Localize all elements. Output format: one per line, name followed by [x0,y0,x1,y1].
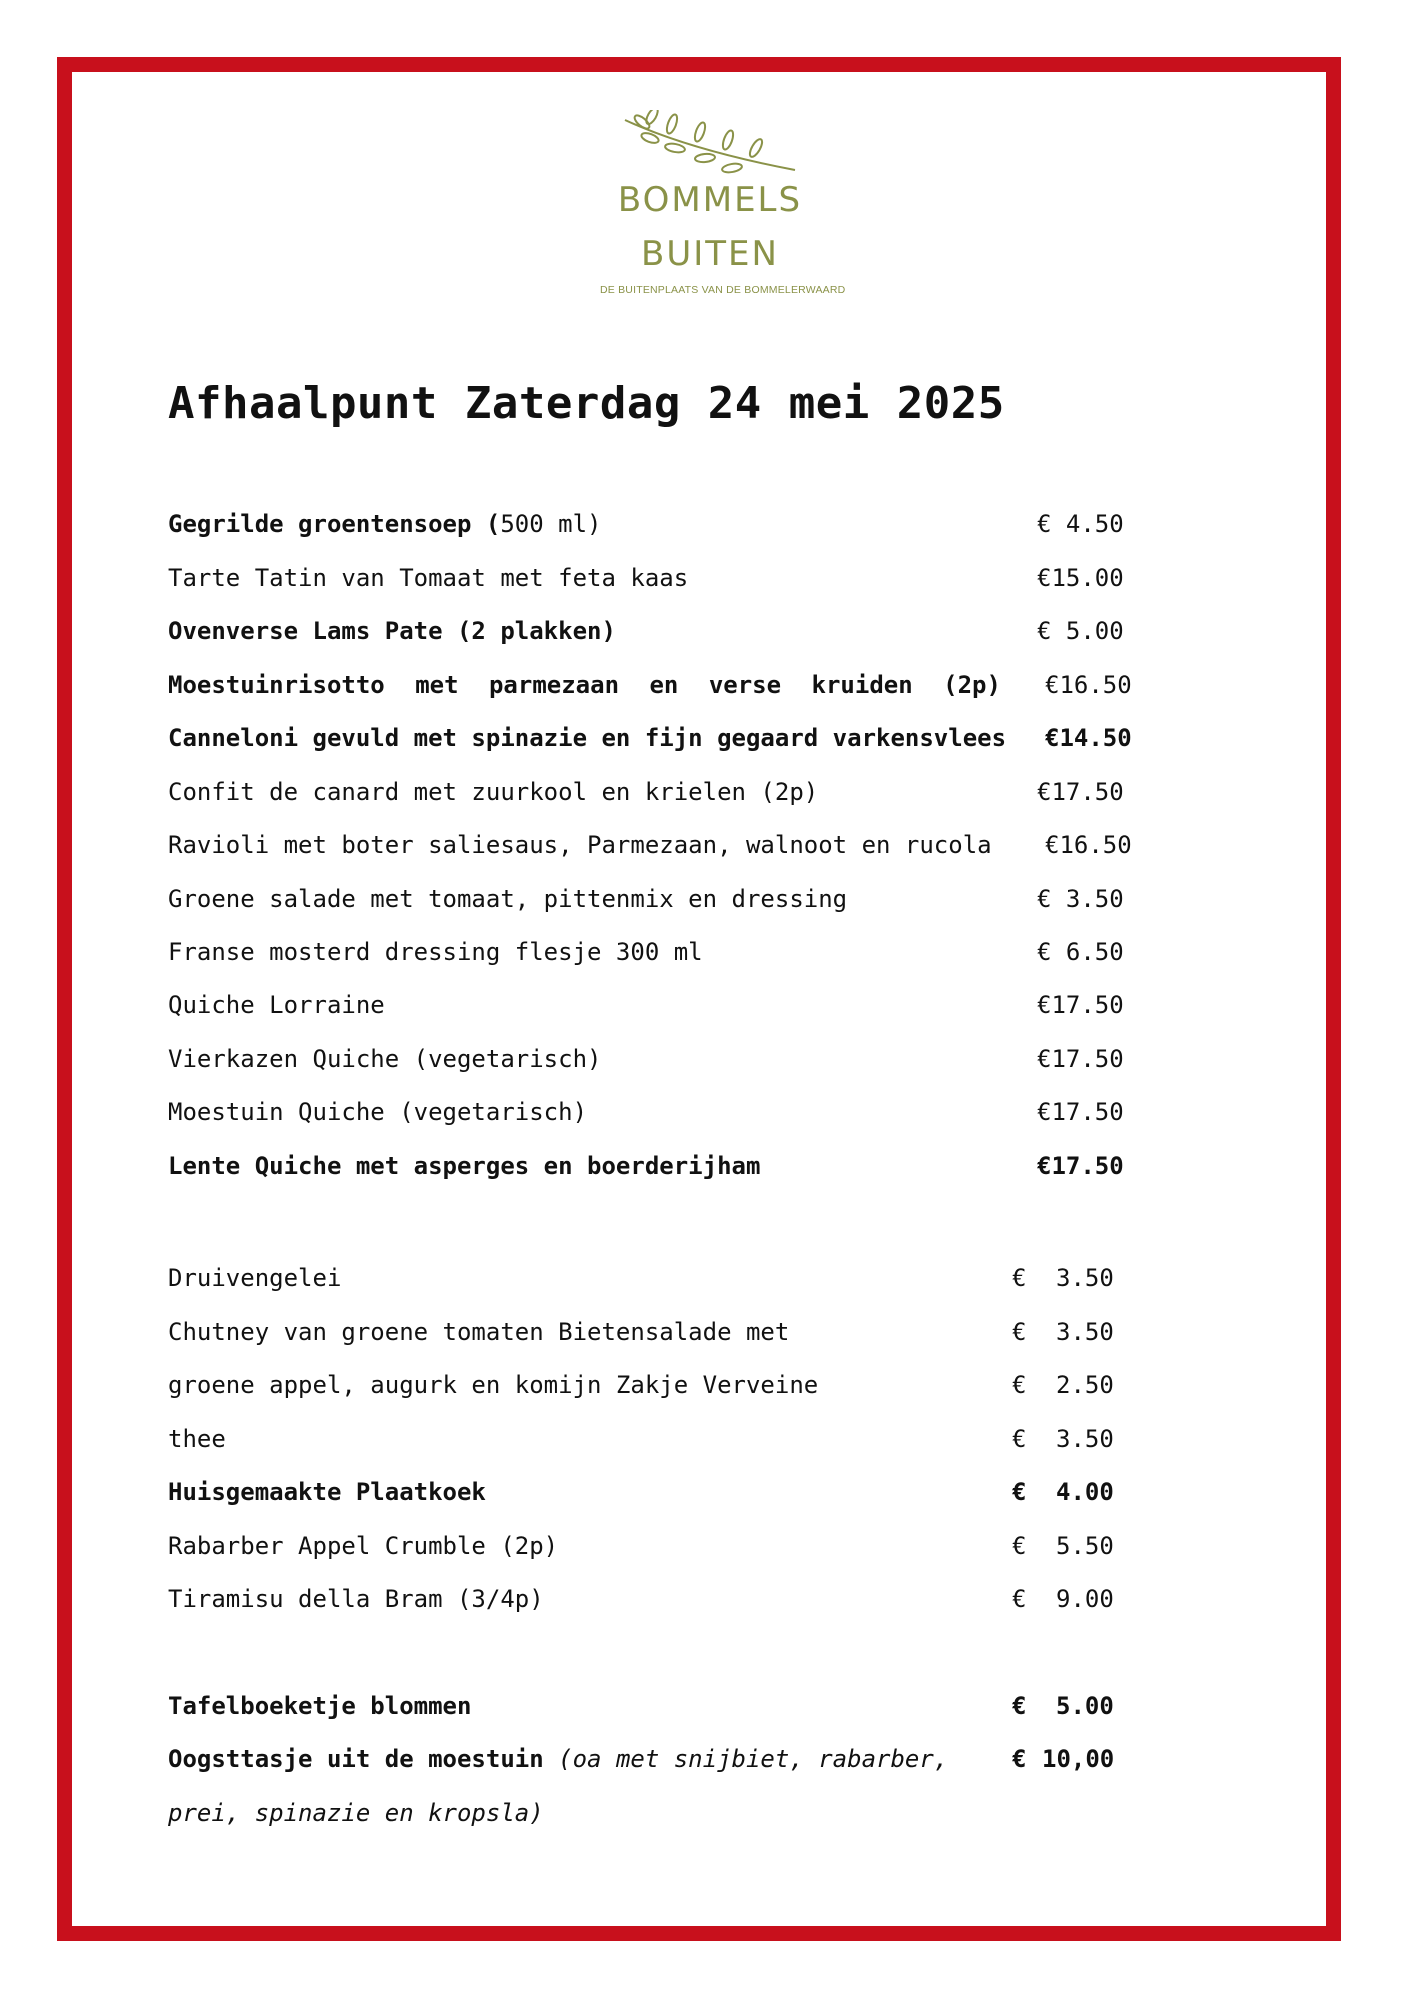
menu-item: Franse mosterd dressing flesje 300 ml [168,938,703,966]
menu-item: Ovenverse Lams Pate (2 plakken) [168,617,616,645]
item-note-continued [168,1797,544,1829]
item-currency: € [1012,1425,1027,1453]
menu-item: Rabarber Appel Crumble (2p) [168,1532,559,1560]
menu-item: Lente Quiche met asperges en boerderijham [168,1152,761,1180]
menu-item: groene appel, augurk en komijn Zakje Verveine [168,1371,819,1399]
item-price: € 3.50 [1037,885,1124,913]
olive-branch-icon [620,110,800,180]
item-note: (oa met snijbiet, rabarber, [558,1745,949,1773]
brand-line-2: BUITEN [641,234,779,274]
menu-item: Moestuin Quiche (vegetarisch) [168,1098,588,1126]
item-currency: € [1012,1318,1027,1346]
brand-tagline: DE BUITENPLAATS VAN DE BOMMELERWAARD [600,284,846,296]
item-price: €17.50 [1037,991,1124,1019]
item-price: €17.50 [1037,1152,1124,1180]
item-currency: € [1012,1532,1027,1560]
item-price: €16.50 [1045,831,1132,859]
menu-item: Tafelboeketje blommen [168,1692,472,1720]
page-title: Afhaalpunt Zaterdag 24 mei 2025 [168,378,1005,429]
menu-item: Moestuinrisotto met parmezaan en verse kruiden (2p) [168,671,1001,699]
menu-item [168,1743,948,1775]
item-name: Gegrilde groentensoep ( [168,510,501,538]
item-note-2: prei, spinazie en kropsla) [168,1799,544,1827]
brand-line-1: BOMMELS [617,180,803,220]
item-currency: € [1012,1264,1027,1292]
item-extra: 500 ml) [500,510,602,538]
menu-item: thee [168,1425,226,1453]
item-price: 3.50 [1056,1425,1114,1453]
menu-item: Vierkazen Quiche (vegetarisch) [168,1045,602,1073]
item-currency: € [1012,1478,1027,1506]
item-price: 2.50 [1056,1371,1114,1399]
menu-item: Canneloni gevuld met spinazie en fijn gegaard varkensvlees [168,724,1007,752]
item-currency: € [1012,1692,1027,1720]
menu-item: Chutney van groene tomaten Bietensalade met [168,1318,790,1346]
item-price: 3.50 [1056,1318,1114,1346]
menu-item: Ravioli met boter saliesaus, Parmezaan, walnoot en rucola [168,831,992,859]
brand-logo [600,110,846,330]
item-price: €14.50 [1045,724,1132,752]
menu-item: Confit de canard met zuurkool en krielen (2p) [168,778,819,806]
menu-item: Druivengelei [168,1264,342,1292]
item-price: € 6.50 [1037,938,1124,966]
item-price: €15.00 [1037,564,1124,592]
item-price: €17.50 [1037,1098,1124,1126]
menu-item [168,508,602,540]
menu-item: Groene salade met tomaat, pittenmix en dressing [168,885,848,913]
item-currency: € [1012,1585,1027,1613]
item-price: 9.00 [1056,1585,1114,1613]
menu-item: Tiramisu della Bram (3/4p) [168,1585,544,1613]
item-price: €16.50 [1045,671,1132,699]
item-name: Oogsttasje uit de moestuin [168,1745,544,1773]
item-price: € 5.00 [1037,617,1124,645]
item-price: 4.00 [1056,1478,1114,1506]
item-currency: € [1012,1371,1027,1399]
item-currency: € [1012,1745,1027,1773]
menu-item: Tarte Tatin van Tomaat met feta kaas [168,564,689,592]
item-price: €17.50 [1037,1045,1124,1073]
menu-item: Huisgemaakte Plaatkoek [168,1478,486,1506]
item-price: €17.50 [1037,778,1124,806]
item-price: € 4.50 [1037,510,1124,538]
item-price: 10,00 [1042,1745,1115,1773]
menu-item: Quiche Lorraine [168,991,385,1019]
item-price: 3.50 [1056,1264,1114,1292]
item-price: 5.50 [1056,1532,1114,1560]
item-price: 5.00 [1056,1692,1114,1720]
